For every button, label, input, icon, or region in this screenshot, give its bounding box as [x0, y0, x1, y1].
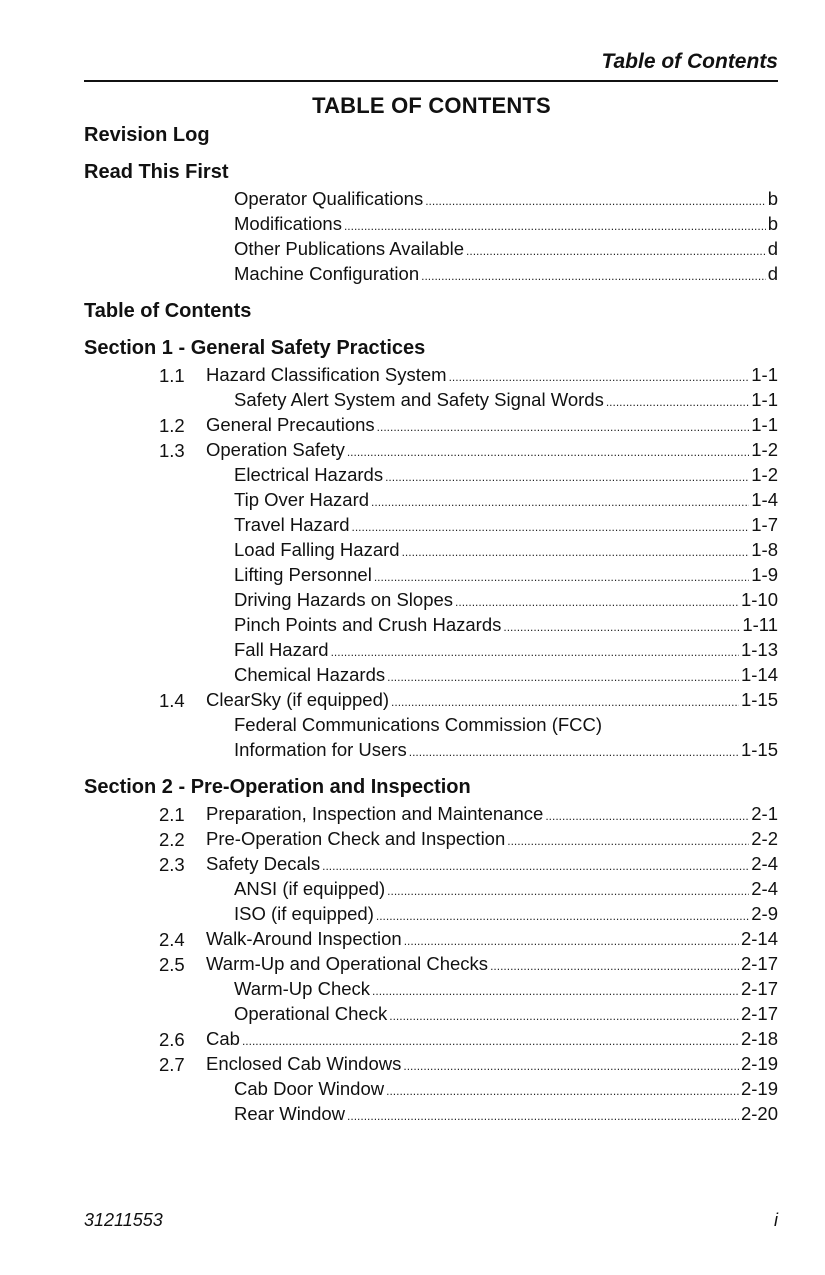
dot-leader [374, 564, 749, 586]
toc-entry-title: Lifting Personnel [234, 564, 372, 585]
dot-leader [402, 539, 750, 561]
toc-entry[interactable] [234, 238, 778, 260]
toc-entry-page: 1-8 [751, 539, 778, 560]
running-header: Table of Contents [601, 50, 778, 73]
toc-entry[interactable] [234, 739, 778, 761]
toc-entry[interactable] [206, 689, 778, 711]
dot-leader [242, 1028, 739, 1050]
dot-leader [352, 514, 750, 536]
toc-entry[interactable] [206, 953, 778, 975]
toc-entry-title: Load Falling Hazard [234, 539, 400, 560]
toc-entry-title: Enclosed Cab Windows [206, 1053, 402, 1074]
toc-entry-title: Walk-Around Inspection [206, 928, 402, 949]
dot-leader [507, 828, 749, 850]
toc-entry[interactable] [234, 714, 778, 736]
toc-entry[interactable] [234, 539, 778, 561]
toc-entry[interactable] [206, 828, 778, 850]
toc-entry-title: Safety Alert System and Safety Signal Words [234, 389, 604, 410]
toc-entry[interactable] [234, 514, 778, 536]
toc-entry[interactable] [234, 1003, 778, 1025]
toc-entry[interactable] [206, 803, 778, 825]
toc-entry[interactable] [234, 1078, 778, 1100]
toc-entry-number: 2.4 [159, 929, 185, 950]
toc-entry-title: Chemical Hazards [234, 664, 386, 685]
dot-leader [386, 1078, 739, 1100]
toc-entry[interactable] [234, 489, 778, 511]
toc-entry[interactable] [234, 213, 778, 235]
toc-entry-title: ISO (if equipped) [234, 903, 374, 924]
toc-entry-page: 1-1 [751, 414, 778, 435]
toc-entry-title: Other Publications Available [234, 238, 465, 259]
toc-entry-number: 1.1 [159, 365, 185, 386]
toc-entry-title: Modifications [234, 213, 342, 234]
toc-entry[interactable] [234, 978, 778, 1000]
toc-entry-page: 1-9 [751, 564, 778, 585]
toc-entry-number: 2.1 [159, 804, 185, 825]
toc-entry-title: Safety Decals [206, 853, 321, 874]
dot-leader [344, 213, 766, 235]
toc-entry-page: d [767, 238, 778, 259]
toc-entry[interactable] [234, 664, 778, 686]
dot-leader [377, 414, 750, 436]
toc-entry[interactable] [206, 364, 778, 386]
dot-leader [503, 614, 740, 636]
toc-entry-title: Operator Qualifications [234, 188, 424, 209]
toc-section-heading[interactable]: Read This First [84, 161, 229, 183]
toc-entry-page: 1-4 [751, 489, 778, 510]
toc-entry-title: Hazard Classification System [206, 364, 447, 385]
toc-section-heading[interactable]: Table of Contents [84, 300, 252, 322]
toc-entry[interactable] [234, 903, 778, 925]
toc-entry-title: Information for Users [234, 739, 407, 760]
toc-entry-number: 2.3 [159, 854, 185, 875]
toc-entry[interactable] [206, 1028, 778, 1050]
toc-entry-page: 2-17 [740, 978, 778, 999]
toc-entry-page: 1-7 [751, 514, 778, 535]
toc-section-heading[interactable]: Section 2 - Pre-Operation and Inspection [84, 776, 471, 798]
dot-leader [389, 1003, 739, 1025]
dot-leader [331, 639, 739, 661]
toc-section-heading[interactable]: Revision Log [84, 124, 210, 146]
toc-entry-number: 1.3 [159, 440, 185, 461]
toc-entry-page: 1-13 [740, 639, 778, 660]
toc-entry[interactable] [234, 878, 778, 900]
dot-leader [404, 928, 739, 950]
toc-entry[interactable] [234, 188, 778, 210]
toc-entry[interactable] [206, 1053, 778, 1075]
toc-entry-page: 1-15 [740, 739, 778, 760]
toc-entry[interactable] [234, 464, 778, 486]
toc-entry-title: General Precautions [206, 414, 375, 435]
dot-leader [387, 878, 749, 900]
toc-entry-page: 1-10 [740, 589, 778, 610]
toc-entry[interactable] [206, 853, 778, 875]
dot-leader [545, 803, 749, 825]
toc-entry-title: Pre-Operation Check and Inspection [206, 828, 506, 849]
page-number: i [774, 1210, 778, 1230]
toc-entry-page: 2-19 [740, 1053, 778, 1074]
toc-entry-title: Cab Door Window [234, 1078, 385, 1099]
dot-leader [409, 739, 739, 761]
toc-entry-title: Operational Check [234, 1003, 388, 1024]
toc-entry-page: 2-18 [740, 1028, 778, 1049]
toc-entry[interactable] [234, 639, 778, 661]
toc-entry[interactable] [234, 564, 778, 586]
toc-entry[interactable] [206, 414, 778, 436]
toc-entry-page: 2-20 [740, 1103, 778, 1124]
toc-entry-title: Warm-Up Check [234, 978, 371, 999]
toc-entry-number: 2.2 [159, 829, 185, 850]
dot-leader [385, 464, 749, 486]
dot-leader [322, 853, 749, 875]
dot-leader [391, 689, 739, 711]
toc-entry-page: 1-15 [740, 689, 778, 710]
toc-entry-page: 2-2 [751, 828, 778, 849]
dot-leader [425, 188, 766, 210]
dot-leader [455, 589, 739, 611]
dot-leader [606, 389, 749, 411]
toc-entry-title: Preparation, Inspection and Maintenance [206, 803, 544, 824]
dot-leader [372, 978, 739, 1000]
toc-entry-page: b [767, 213, 778, 234]
toc-entry-title: ClearSky (if equipped) [206, 689, 390, 710]
dot-leader [490, 953, 739, 975]
toc-entry-title: Electrical Hazards [234, 464, 384, 485]
toc-entry-title: Travel Hazard [234, 514, 350, 535]
toc-entry-page: 2-17 [740, 1003, 778, 1024]
dot-leader [347, 1103, 739, 1125]
toc-entry-page: 2-9 [751, 903, 778, 924]
toc-entry-title: Warm-Up and Operational Checks [206, 953, 489, 974]
toc-entry-page: 2-14 [740, 928, 778, 949]
toc-entry[interactable] [206, 928, 778, 950]
toc-entry-title: Rear Window [234, 1103, 346, 1124]
toc-entry-page: 2-1 [751, 803, 778, 824]
toc-entry-number: 1.2 [159, 415, 185, 436]
toc-entry-title: Federal Communications Commission (FCC) [234, 714, 603, 735]
toc-entry[interactable] [234, 589, 778, 611]
toc-entry-page: 1-1 [751, 364, 778, 385]
toc-entry-title: Tip Over Hazard [234, 489, 370, 510]
toc-entry[interactable] [234, 1103, 778, 1125]
toc-entry-number: 2.5 [159, 954, 185, 975]
dot-leader [466, 238, 766, 260]
toc-entry-page: 2-4 [751, 853, 778, 874]
dot-leader [347, 439, 749, 461]
toc-entry[interactable] [206, 439, 778, 461]
page-title: TABLE OF CONTENTS [312, 93, 551, 118]
toc-entry-title: Cab [206, 1028, 240, 1049]
toc-entry-number: 2.7 [159, 1054, 185, 1075]
toc-entry-page: 1-11 [742, 614, 778, 635]
toc-entry-title: Driving Hazards on Slopes [234, 589, 454, 610]
document-number: 31211553 [84, 1210, 163, 1230]
dot-leader [376, 903, 749, 925]
toc-entry-title: Fall Hazard [234, 639, 329, 660]
toc-entry-page: 2-19 [740, 1078, 778, 1099]
toc-entry-page: 2-17 [740, 953, 778, 974]
toc-entry[interactable] [234, 263, 778, 285]
toc-entry-title: ANSI (if equipped) [234, 878, 386, 899]
toc-entry-page: 1-2 [751, 439, 778, 460]
dot-leader [449, 364, 750, 386]
toc-entry-page: 1-14 [740, 664, 778, 685]
toc-entry-title: Machine Configuration [234, 263, 420, 284]
toc-entry-number: 1.4 [159, 690, 185, 711]
toc-entry-page: 1-2 [751, 464, 778, 485]
dot-leader [421, 263, 766, 285]
toc-entry-title: Operation Safety [206, 439, 345, 460]
toc-entry-page: 2-4 [751, 878, 778, 899]
toc-entry[interactable] [234, 389, 778, 411]
toc-entry-page: d [767, 263, 778, 284]
toc-entry-title: Pinch Points and Crush Hazards [234, 614, 502, 635]
toc-entry-number: 2.6 [159, 1029, 185, 1050]
toc-entry-page: 1-1 [751, 389, 778, 410]
dot-leader [387, 664, 739, 686]
toc-entry-page: b [767, 188, 778, 209]
dot-leader [403, 1053, 739, 1075]
toc-entry[interactable] [234, 614, 778, 636]
dot-leader [371, 489, 749, 511]
toc-section-heading[interactable]: Section 1 - General Safety Practices [84, 337, 426, 359]
